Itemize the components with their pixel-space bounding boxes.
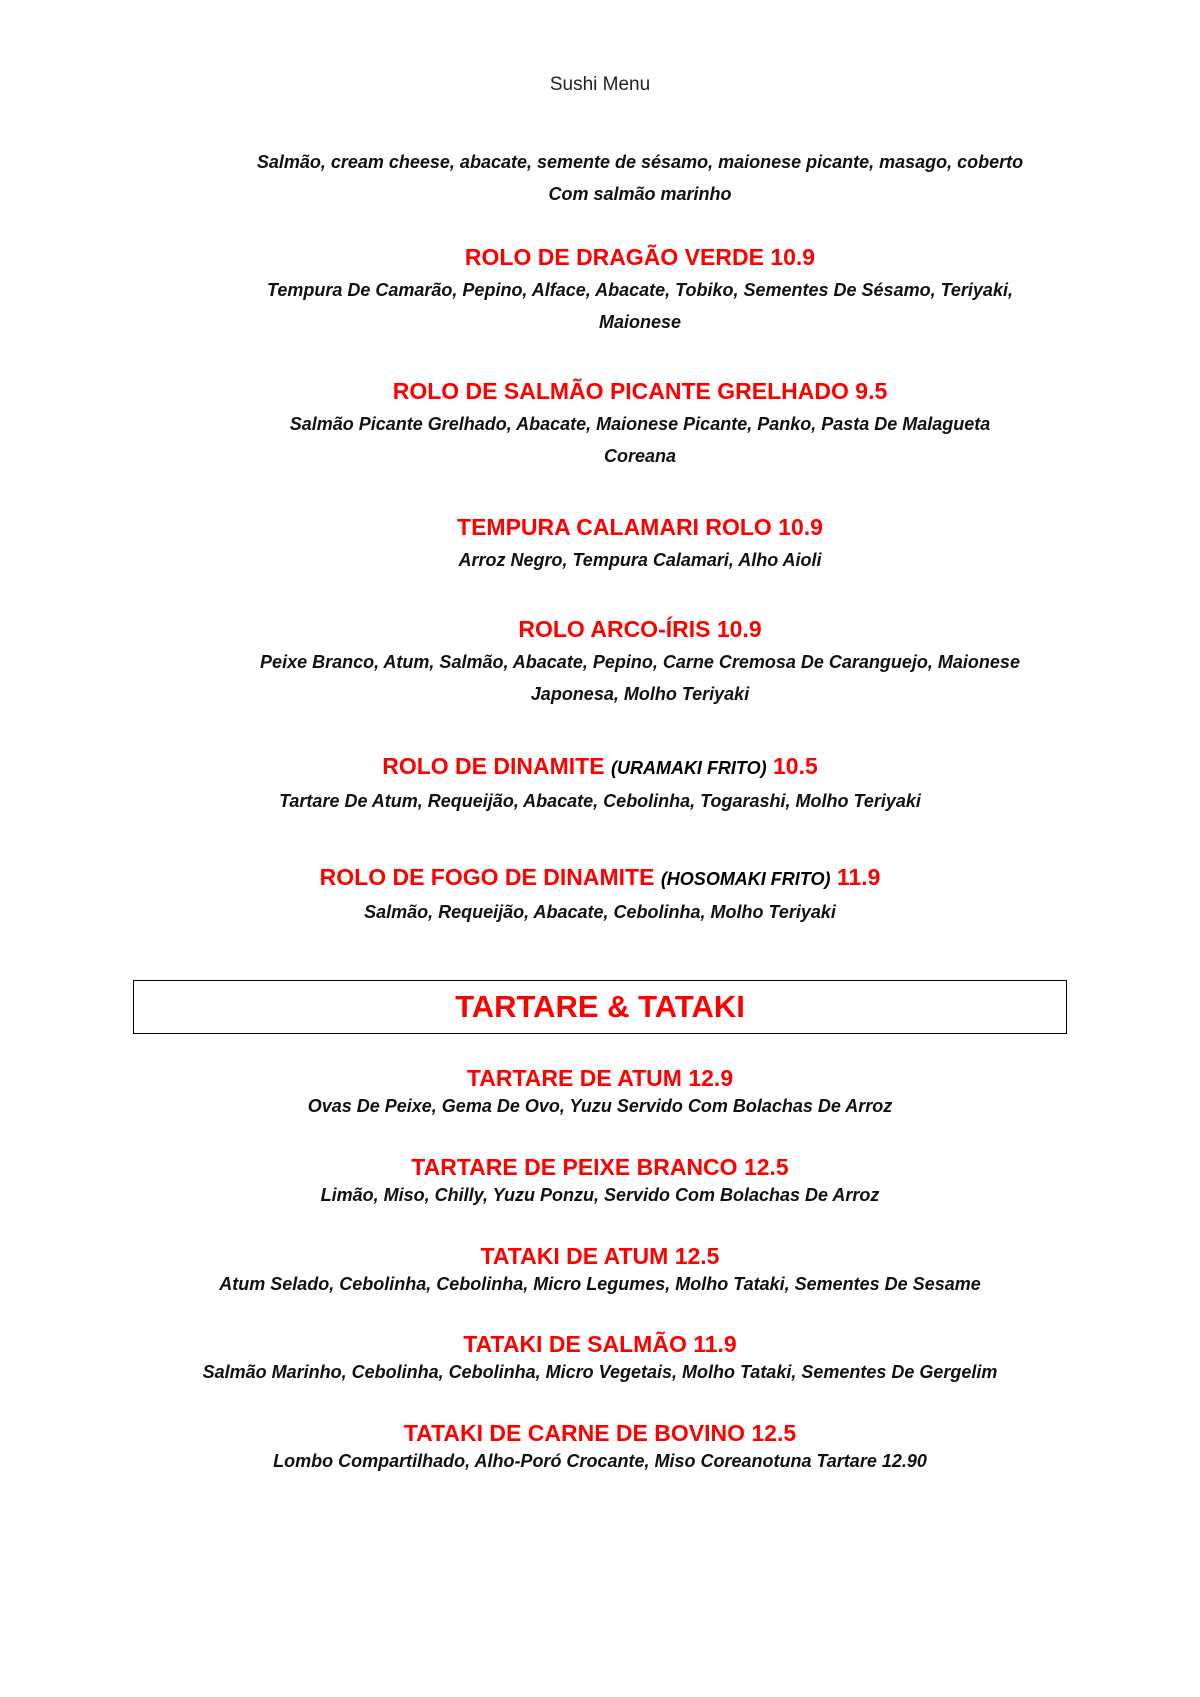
menu-item-green-dragon-roll [0,242,1200,338]
page-header: Sushi Menu [549,74,651,95]
item-title: ROLO DE SALMÃO PICANTE GRELHADO 9.5 [392,378,888,404]
item-description: Ovas De Peixe, Gema De Ovo, Yuzu Servido Com Bolachas De Arroz [307,1096,893,1116]
item-description: Atum Selado, Cebolinha, Cebolinha, Micro Legumes, Molho Tataki, Sementes De Sesame [219,1274,981,1294]
item-subtitle: (HOSOMAKI FRITO) [660,869,831,889]
section-header-tartare-tataki: TARTARE & TATAKI [133,980,1067,1034]
item-price: 11.9 [836,864,881,890]
item-title: ROLO DE FOGO DE DINAMITE [319,864,655,890]
item-title: TATAKI DE ATUM 12.5 [480,1243,720,1269]
intro-description [0,144,1200,210]
item-description-line-1: Peixe Branco, Atum, Salmão, Abacate, Pepino, Carne Cremosa De Caranguejo, Maionese [260,652,1020,672]
menu-item-spicy-grilled-salmon-roll [0,376,1200,472]
item-title-row [0,751,1200,783]
menu-item-dynamite-fire-roll [0,862,1200,928]
menu-item-tuna-tataki [0,1241,1200,1297]
item-description-line-2: Maionese [598,312,682,332]
menu-item-dynamite-roll [0,751,1200,817]
item-description-line-1: Salmão, Requeijão, Abacate, Cebolinha, Molho Teriyaki [364,902,836,922]
item-title-row [0,862,1200,894]
menu-item-salmon-tataki [0,1329,1200,1385]
item-description: Salmão Marinho, Cebolinha, Cebolinha, Micro Vegetais, Molho Tataki, Sementes De Gergelim [202,1362,998,1382]
menu-item-tuna-tartare [0,1063,1200,1119]
item-title: ROLO ARCO-ÍRIS 10.9 [518,616,762,642]
item-description: Lombo Compartilhado, Alho-Poró Crocante, Miso Coreanotuna Tartare 12.90 [273,1451,927,1471]
item-title: TARTARE DE PEIXE BRANCO 12.5 [411,1154,789,1180]
item-description: Limão, Miso, Chilly, Yuzu Ponzu, Servido Com Bolachas De Arroz [320,1185,880,1205]
item-title: TATAKI DE SALMÃO 11.9 [463,1331,737,1357]
item-title: ROLO DE DINAMITE [382,753,605,779]
intro-line-2: Com salmão marinho [548,184,732,204]
item-price: 10.5 [773,753,818,779]
item-description-line-2: Japonesa, Molho Teriyaki [530,684,750,704]
item-title: ROLO DE DRAGÃO VERDE 10.9 [464,244,816,270]
menu-item-white-fish-tartare [0,1152,1200,1208]
item-description-line-1: Arroz Negro, Tempura Calamari, Alho Aioli [458,550,822,570]
intro-line-1: Salmão, cream cheese, abacate, semente de sésamo, maionese picante, masago, coberto [256,152,1024,172]
item-description-line-1: Salmão Picante Grelhado, Abacate, Maionese Picante, Panko, Pasta De Malagueta [289,414,991,434]
item-description-line-1: Tempura De Camarão, Pepino, Alface, Abacate, Tobiko, Sementes De Sésamo, Teriyaki, [267,280,1013,300]
item-description-line-2: Coreana [603,446,677,466]
item-description-line-1: Tartare De Atum, Requeijão, Abacate, Cebolinha, Togarashi, Molho Teriyaki [279,791,921,811]
item-title: TARTARE DE ATUM 12.9 [466,1065,734,1091]
item-subtitle: (URAMAKI FRITO) [610,758,767,778]
item-title: TATAKI DE CARNE DE BOVINO 12.5 [403,1420,797,1446]
menu-item-tempura-calamari-roll [0,512,1200,576]
item-title: TEMPURA CALAMARI ROLO 10.9 [457,514,823,540]
menu-item-rainbow-roll [0,614,1200,710]
menu-item-beef-tataki [0,1418,1200,1474]
